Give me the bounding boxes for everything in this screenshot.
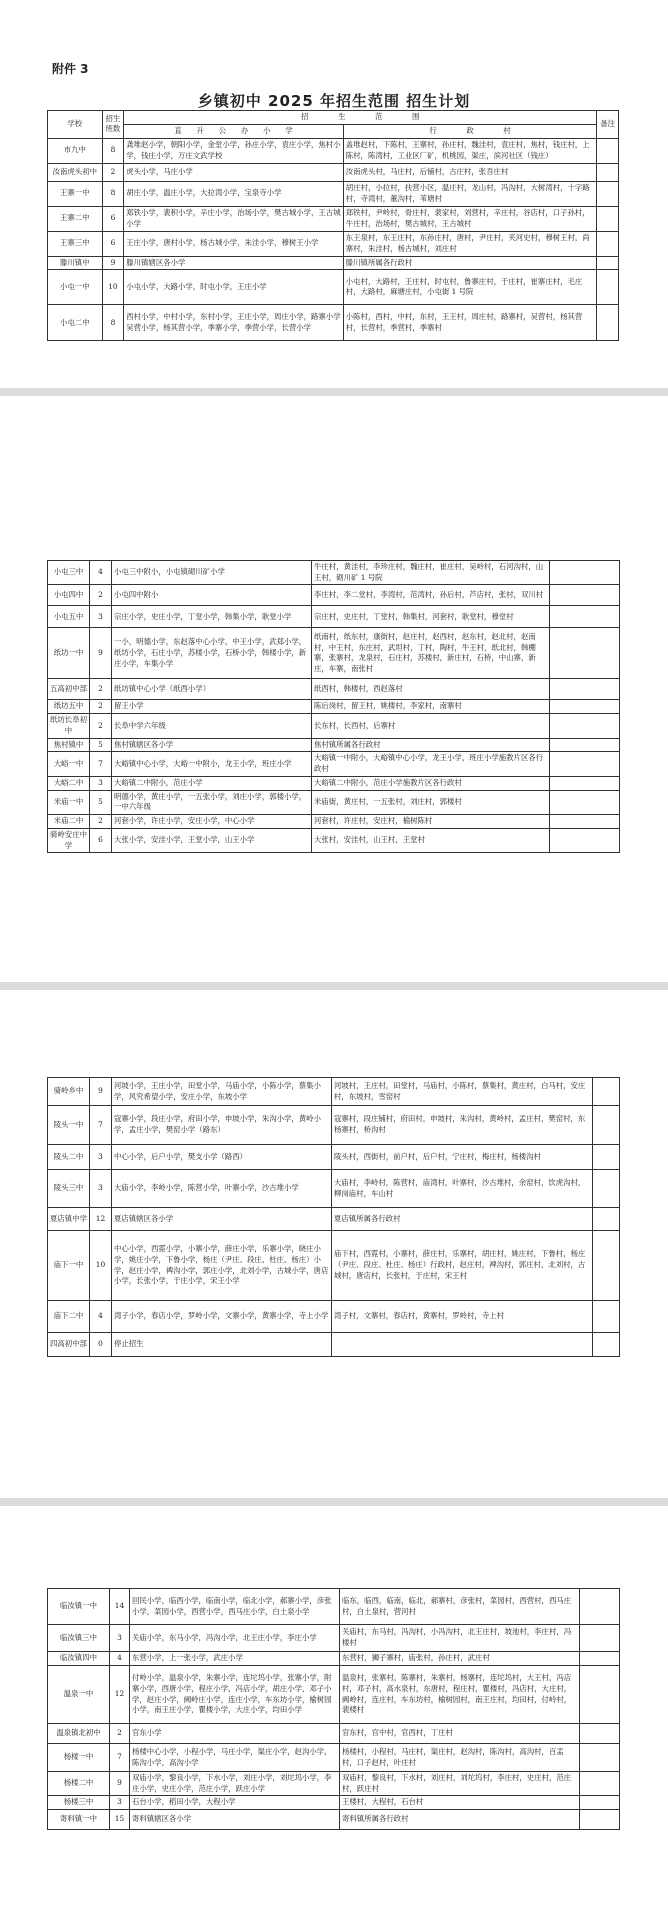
primary-schools-cell: 寇寨小学，段庄小学，府田小学，申坡小学，朱沟小学，黄岭小学，孟庄小学，樊窑小学（路东） xyxy=(112,1106,332,1145)
villages-cell: 小陈村，西村，中村，东村，王王村，周庄村，路寨村，吴营村，杨其营村，长营村，季营村，季寨村 xyxy=(343,305,597,341)
table-row xyxy=(48,1106,620,1145)
primary-schools-cell: 龚堆赵小学，朝阳小学，金堂小学，孙庄小学，袁庄小学，焦村小学，钱庄小学，万庄文武学校 xyxy=(124,138,344,163)
villages-cell: 临东，临西，临南，临北，郝寨村，彦张村，菜园村，西营村，西马庄村，白土泉村，营河村 xyxy=(340,1589,580,1625)
class-count-cell: 7 xyxy=(110,1744,130,1772)
class-count-cell: 3 xyxy=(110,1625,130,1652)
table-row xyxy=(48,1333,620,1357)
school-cell: 米庙二中 xyxy=(48,815,90,829)
remark-cell xyxy=(580,1724,620,1744)
table-row xyxy=(48,231,619,256)
primary-schools-cell: 郑铁小学，裴积小学，辛庄小学，治场小学，樊古城小学，王古城小学 xyxy=(124,206,344,231)
primary-schools-cell: 焦村镇辖区各小学 xyxy=(112,738,312,752)
primary-schools-cell: 湾子小学，春店小学，罗岭小学，文寨小学，黄寨小学，寺上小学 xyxy=(112,1301,332,1333)
remark-cell xyxy=(593,1333,620,1357)
class-count-cell: 9 xyxy=(90,628,112,679)
table-row xyxy=(48,790,620,814)
class-count-cell: 2 xyxy=(90,700,112,714)
school-cell: 温泉镇北初中 xyxy=(48,1724,110,1744)
admission-table-part-1 xyxy=(47,110,619,341)
class-count-cell: 15 xyxy=(110,1810,130,1830)
school-cell: 王寨三中 xyxy=(48,231,103,256)
primary-schools-cell: 夏店镇辖区各小学 xyxy=(112,1208,332,1231)
class-count-cell: 2 xyxy=(102,163,124,181)
villages-cell: 夏店镇所属各行政村 xyxy=(332,1208,593,1231)
villages-cell: 焦村镇所属各行政村 xyxy=(312,738,550,752)
school-cell: 市九中 xyxy=(48,138,103,163)
primary-schools-cell: 纸坊镇中心小学（纸西小学） xyxy=(112,679,312,700)
primary-schools-cell: 大峪镇中心小学，大峪一中附小，龙王小学，班庄小学 xyxy=(112,752,312,776)
villages-cell: 河套村，许庄村，安庄村，榆树陈村 xyxy=(312,815,550,829)
primary-schools-cell: 石台小学，稻田小学，大程小学 xyxy=(130,1796,340,1810)
school-cell: 陵头一中 xyxy=(48,1106,90,1145)
villages-cell: 汝南虎头村，马庄村，后铺村，古庄村，张吾庄村 xyxy=(343,163,597,181)
table-row xyxy=(48,1724,620,1744)
class-count-cell: 9 xyxy=(110,1772,130,1796)
primary-schools-cell: 胡庄小学，温庄小学，大拉湾小学，宝泉寺小学 xyxy=(124,181,344,206)
primary-schools-cell: 长阜中学六年级 xyxy=(112,714,312,738)
school-cell: 大峪一中 xyxy=(48,752,90,776)
page-separator xyxy=(0,1498,668,1506)
primary-schools-cell: 一小，明德小学，东赵落中心小学，中王小学，武郑小学，纸坊小学，石庄小学，苏楼小学，石桥小学，韩楼小学，新庄小学，车集小学 xyxy=(112,628,312,679)
remark-cell xyxy=(593,1301,620,1333)
class-count-cell: 6 xyxy=(102,231,124,256)
table-row xyxy=(48,1625,620,1652)
remark-cell xyxy=(550,700,620,714)
table-row xyxy=(48,270,619,305)
primary-schools-cell: 河坡小学，王庄小学，田堂小学，马庙小学，小陈小学，蔡集小学，风究希望小学，安庄小学，东坡小学 xyxy=(112,1078,332,1106)
primary-schools-cell: 中心小学，后户小学，樊支小学（路西） xyxy=(112,1145,332,1170)
school-cell: 王寨一中 xyxy=(48,181,103,206)
table-row xyxy=(48,585,620,606)
remark-cell xyxy=(580,1652,620,1666)
school-cell: 汝南虎头初中 xyxy=(48,163,103,181)
villages-cell: 李庄村，李二堂村，李湾村，范湾村，孙后村，芦店村，张村，双川村 xyxy=(312,585,550,606)
remark-cell xyxy=(597,138,619,163)
primary-schools-cell: 虎头小学，马庄小学 xyxy=(124,163,344,181)
class-count-cell: 6 xyxy=(90,828,112,852)
remark-cell xyxy=(550,606,620,628)
villages-cell: 小屯村，大路村，王庄村，时屯村，鲁寨庄村，于庄村，崔寨庄村，毛庄村，大路村，麻塘庄村，小屯街 1 号院 xyxy=(343,270,597,305)
remark-cell xyxy=(593,1145,620,1170)
remark-cell xyxy=(593,1208,620,1231)
school-cell: 小屯二中 xyxy=(48,305,103,341)
primary-schools-cell: 大庙小学，李岭小学，陈营小学，叶寨小学，沙古堆小学 xyxy=(112,1170,332,1208)
remark-cell xyxy=(550,738,620,752)
primary-schools-cell: 大峪镇二中附小，范庄小学 xyxy=(112,776,312,790)
remark-cell xyxy=(597,256,619,270)
remark-cell xyxy=(550,679,620,700)
remark-cell xyxy=(580,1666,620,1724)
primary-schools-cell: 关庙小学，东马小学，冯沟小学，北王庄小学，李庄小学 xyxy=(130,1625,340,1652)
table-row xyxy=(48,1145,620,1170)
villages-cell: 杨楼村，小程村，马庄村，渠庄村，赵沟村，陈沟村，高沟村，百盂村，口子赵村，叶庄村 xyxy=(340,1744,580,1772)
primary-schools-cell: 大张小学，安洼小学，王堂小学，山王小学 xyxy=(112,828,312,852)
table-row xyxy=(48,1078,620,1106)
villages-cell: 大峪镇二中附小，范庄小学施教片区各行政村 xyxy=(312,776,550,790)
remark-cell xyxy=(580,1589,620,1625)
class-count-cell: 8 xyxy=(102,305,124,341)
admission-table-part-4 xyxy=(47,1588,620,1830)
villages-cell: 宗庄村，史庄村，丁堂村，韩集村，河套村，耿堂村，穆堂村 xyxy=(312,606,550,628)
school-cell: 小屯一中 xyxy=(48,270,103,305)
class-count-cell: 7 xyxy=(90,752,112,776)
remark-cell xyxy=(550,815,620,829)
table-row xyxy=(48,1796,620,1810)
table-row xyxy=(48,700,620,714)
primary-schools-cell: 停止招生 xyxy=(112,1333,332,1357)
table-row xyxy=(48,561,620,585)
school-cell: 小屯四中 xyxy=(48,585,90,606)
class-count-cell: 2 xyxy=(90,585,112,606)
remark-cell xyxy=(580,1625,620,1652)
table-row xyxy=(48,815,620,829)
villages-cell: 纸南村，纸东村，康街村，赵庄村，赵西村，赵东村，赵北村，赵南村，中王村，东庄村，武坦村，丁村，陶村，牛王村，纸北村，韩棚寨，张寨村，龙泉村，石庄村，苏楼村，新庄村，石桥，中山寨，新庄，车寨，南张村 xyxy=(312,628,550,679)
table-row xyxy=(48,1589,620,1625)
class-count-cell: 3 xyxy=(110,1796,130,1810)
header-remark: 备注 xyxy=(597,111,619,139)
remark-cell xyxy=(597,206,619,231)
class-count-cell: 3 xyxy=(90,776,112,790)
table-row xyxy=(48,714,620,738)
class-count-cell: 9 xyxy=(90,1078,112,1106)
school-cell: 五高初中部 xyxy=(48,679,90,700)
school-cell: 滕川镇中 xyxy=(48,256,103,270)
remark-cell xyxy=(550,585,620,606)
villages-cell: 大张村，安洼村，山王村，王堂村 xyxy=(312,828,550,852)
class-count-cell: 2 xyxy=(90,679,112,700)
class-count-cell: 9 xyxy=(102,256,124,270)
table-row xyxy=(48,1208,620,1231)
primary-schools-cell: 明德小学，黄庄小学，一五张小学，刘庄小学，郭楼小学，一中六年级 xyxy=(112,790,312,814)
school-cell: 庙下二中 xyxy=(48,1301,90,1333)
villages-cell: 东营村，狮子寨村，庙张村，孙庄村，武庄村 xyxy=(340,1652,580,1666)
school-cell: 大峪二中 xyxy=(48,776,90,790)
remark-cell xyxy=(597,305,619,341)
remark-cell xyxy=(550,714,620,738)
remark-cell xyxy=(593,1078,620,1106)
villages-cell: 牛庄村，黄洼村，李珍庄村，魏庄村，崔庄村，吴岭村，石河沟村，山王村，砌川矿 1 号院 xyxy=(312,561,550,585)
school-cell: 纸坊五中 xyxy=(48,700,90,714)
header-classes: 招生班数 xyxy=(102,111,124,139)
table-row xyxy=(48,776,620,790)
villages-cell: 大峪镇一中附小，大峪镇中心小学，龙王小学，班庄小学施教片区各行政村 xyxy=(312,752,550,776)
primary-schools-cell: 小屯三中附小，小屯镇砌川矿小学 xyxy=(112,561,312,585)
table-row xyxy=(48,206,619,231)
villages-cell: 纸西村，韩楼村，西赵落村 xyxy=(312,679,550,700)
table-row xyxy=(48,181,619,206)
class-count-cell: 4 xyxy=(90,561,112,585)
header-range: 招 生 范 围 xyxy=(124,111,597,125)
villages-cell: 长东村，长西村，后寨村 xyxy=(312,714,550,738)
villages-cell: 郑铁村，尹岭村，骨庄村，裴家村，刘营村，辛庄村，谷店村，口子孙村，牛庄村，治场村，樊古城村，王古城村 xyxy=(343,206,597,231)
remark-cell xyxy=(580,1810,620,1830)
school-cell: 焦村镇中 xyxy=(48,738,90,752)
remark-cell xyxy=(580,1772,620,1796)
villages-cell: 陵头村，西街村，前户村，后户村，宁庄村，梅庄村，杨楼沟村 xyxy=(332,1145,593,1170)
school-cell: 杨楼二中 xyxy=(48,1772,110,1796)
school-cell: 小屯三中 xyxy=(48,561,90,585)
primary-schools-cell: 中心小学，西霓小学，小寨小学，薛庄小学，乐寨小学，晓庄小学，姚庄小学，下鲁小学，杨庄（尹庄、段庄、杜庄、杨庄）小学，赵庄小学，裨沟小学，郭庄小学，北刘小学，古城小学，唐店小学，长张小学，于庄小学，宋王小学 xyxy=(112,1231,332,1301)
annex-label: 附件 3 xyxy=(52,62,89,76)
school-cell: 杨楼一中 xyxy=(48,1744,110,1772)
villages-cell: 温泉村，张寨村，陈寨村，朱寨村，杨寨村，连坨坞村，大王村，冯店村，邓子村，高水泉村，东唐村，程庄村，瞿楼村，冯店村，大庄村，阙岭村，连庄村，车东坊村，榆树园村，南王庄村，均田村，付岭村，裴楼村 xyxy=(340,1666,580,1724)
remark-cell xyxy=(597,181,619,206)
class-count-cell: 12 xyxy=(110,1666,130,1724)
school-cell: 陵头二中 xyxy=(48,1145,90,1170)
class-count-cell: 6 xyxy=(102,206,124,231)
villages-cell: 滕川镇所属各行政村 xyxy=(343,256,597,270)
villages-cell: 关庙村，东马村，冯沟村，小冯沟村，北王庄村，坡池村，李庄村，冯楼村 xyxy=(340,1625,580,1652)
table-row xyxy=(48,163,619,181)
primary-schools-cell: 官东小学 xyxy=(130,1724,340,1744)
school-cell: 庙下一中 xyxy=(48,1231,90,1301)
primary-schools-cell: 东营小学，上一张小学，武庄小学 xyxy=(130,1652,340,1666)
table-row xyxy=(48,679,620,700)
school-cell: 纸坊长阜初中 xyxy=(48,714,90,738)
table-row xyxy=(48,1170,620,1208)
primary-schools-cell: 双庙小学，黎良小学，下水小学，刘庄小学，刘坨坞小学，李庄小学，史庄小学，范庄小学，跃庄小学 xyxy=(130,1772,340,1796)
villages-cell xyxy=(332,1333,593,1357)
page-separator xyxy=(0,388,668,396)
school-cell: 临汝镇四中 xyxy=(48,1652,110,1666)
table-row xyxy=(48,628,620,679)
villages-cell: 湾子村，文寨村，春店村，黄寨村，罗岭村，寺上村 xyxy=(332,1301,593,1333)
table-row xyxy=(48,1231,620,1301)
school-cell: 杨楼三中 xyxy=(48,1796,110,1810)
class-count-cell: 12 xyxy=(90,1208,112,1231)
school-cell: 纸坊一中 xyxy=(48,628,90,679)
class-count-cell: 3 xyxy=(90,1170,112,1208)
school-cell: 米庙一中 xyxy=(48,790,90,814)
remark-cell xyxy=(593,1106,620,1145)
primary-schools-cell: 回民小学，临西小学，临南小学，临北小学，郝寨小学，彦张小学，菜园小学，西营小学，西马庄小学，白土泉小学 xyxy=(130,1589,340,1625)
table-row xyxy=(48,1666,620,1724)
admission-table-part-3 xyxy=(47,1077,620,1357)
class-count-cell: 0 xyxy=(90,1333,112,1357)
villages-cell: 大庙村，李岭村，陈营村，庙湾村，叶寨村，沙古堆村，余窑村，饮虎沟村，柳岗庙村，车山村 xyxy=(332,1170,593,1208)
school-cell: 王寨二中 xyxy=(48,206,103,231)
remark-cell xyxy=(597,270,619,305)
table-row xyxy=(48,606,620,628)
villages-cell: 官东村，官中村，官西村，丁庄村 xyxy=(340,1724,580,1744)
table-row xyxy=(48,738,620,752)
class-count-cell: 2 xyxy=(90,815,112,829)
primary-schools-cell: 西村小学，中村小学，东村小学，王庄小学，周庄小学，路寨小学吴营小学，杨其营小学，季寨小学，季营小学，长营小学 xyxy=(124,305,344,341)
table-row xyxy=(48,1301,620,1333)
class-count-cell: 2 xyxy=(110,1724,130,1744)
villages-cell: 米庙街，黄庄村，一五张村，刘庄村，郭楼村 xyxy=(312,790,550,814)
page-title: 乡镇初中 2025 年招生范围 招生计划 xyxy=(197,92,471,110)
primary-schools-cell: 小屯小学，大路小学，时屯小学，王庄小学 xyxy=(124,270,344,305)
school-cell: 临汝镇一中 xyxy=(48,1589,110,1625)
header-school: 学校 xyxy=(48,111,103,139)
class-count-cell: 4 xyxy=(90,1301,112,1333)
villages-cell: 东王泉村，东王庄村，东孙庄村，唐村，尹庄村，夹河史村，穆树王村，尚寨村，朱洼村，杨古城村，刘庄村 xyxy=(343,231,597,256)
school-cell: 骑岭乡中 xyxy=(48,1078,90,1106)
remark-cell xyxy=(580,1796,620,1810)
remark-cell xyxy=(550,561,620,585)
school-cell: 临汝镇三中 xyxy=(48,1625,110,1652)
remark-cell xyxy=(597,163,619,181)
class-count-cell: 7 xyxy=(90,1106,112,1145)
class-count-cell: 10 xyxy=(102,270,124,305)
class-count-cell: 14 xyxy=(110,1589,130,1625)
remark-cell xyxy=(593,1231,620,1301)
school-cell: 夏店镇中学 xyxy=(48,1208,90,1231)
class-count-cell: 2 xyxy=(90,714,112,738)
villages-cell: 胡庄村，小拉村，扶营小区，温庄村，龙山村，冯沟村，大树湾村，十字路村，寺湾村，董沟村，苇塘村 xyxy=(343,181,597,206)
villages-cell: 河坡村，王庄村，田堂村，马庙村，小陈村，蔡集村，黄庄村，白马村，安庄村，东坡村，雪窑村 xyxy=(332,1078,593,1106)
villages-cell: 寄料镇所属各行政村 xyxy=(340,1810,580,1830)
remark-cell xyxy=(550,790,620,814)
remark-cell xyxy=(550,752,620,776)
admission-table-part-2 xyxy=(47,560,620,853)
table-row xyxy=(48,828,620,852)
class-count-cell: 3 xyxy=(90,1145,112,1170)
table-row xyxy=(48,752,620,776)
primary-schools-cell: 河套小学，许庄小学，安庄小学，中心小学 xyxy=(112,815,312,829)
table-row xyxy=(48,138,619,163)
class-count-cell: 8 xyxy=(102,181,124,206)
remark-cell xyxy=(597,231,619,256)
remark-cell xyxy=(550,828,620,852)
school-cell: 温泉一中 xyxy=(48,1666,110,1724)
remark-cell xyxy=(550,628,620,679)
class-count-cell: 3 xyxy=(90,606,112,628)
class-count-cell: 5 xyxy=(90,738,112,752)
primary-schools-cell: 宗庄小学，史庄小学，丁堂小学，韩集小学，耿堂小学 xyxy=(112,606,312,628)
class-count-cell: 8 xyxy=(102,138,124,163)
primary-schools-cell: 滕川镇辖区各小学 xyxy=(124,256,344,270)
primary-schools-cell: 留王小学 xyxy=(112,700,312,714)
villages-cell: 寇寨村，段庄铺村，府田村，申坡村，朱沟村，黄岭村，孟庄村，樊窑村，东杨寨村，桥沟村 xyxy=(332,1106,593,1145)
primary-schools-cell: 小屯四中附小 xyxy=(112,585,312,606)
villages-cell: 王楼村，大程村，石台村 xyxy=(340,1796,580,1810)
header-admin-village: 行 政 村 xyxy=(343,125,597,139)
school-cell: 四高初中部 xyxy=(48,1333,90,1357)
table-row xyxy=(48,1744,620,1772)
header-public-primary: 直 升 公 办 小 学 xyxy=(124,125,344,139)
school-cell: 寄料镇一中 xyxy=(48,1810,110,1830)
villages-cell: 庙下村，西霓村，小寨村，薛庄村，乐寨村，胡庄村，姚庄村，下鲁村，杨庄（尹庄、段庄、杜庄、杨庄）行政村，赵庄村，裨沟村，郭庄村，北刘村，古城村，唐店村，长张村，于庄村，宋王村 xyxy=(332,1231,593,1301)
table-row xyxy=(48,305,619,341)
primary-schools-cell: 王庄小学，唐村小学，杨古城小学，朱洼小学，穆树王小学 xyxy=(124,231,344,256)
remark-cell xyxy=(593,1170,620,1208)
villages-cell: 双庙村，黎良村，下水村，刘庄村，刘坨坞村，李庄村，史庄村，范庄村，跃庄村 xyxy=(340,1772,580,1796)
school-cell: 骑岭安庄中学 xyxy=(48,828,90,852)
villages-cell: 陈后岗村，留王村，姚楼村，李家村，南寨村 xyxy=(312,700,550,714)
remark-cell xyxy=(580,1744,620,1772)
table-row xyxy=(48,1652,620,1666)
table-row xyxy=(48,1810,620,1830)
page-separator xyxy=(0,982,668,990)
table-row xyxy=(48,256,619,270)
class-count-cell: 10 xyxy=(90,1231,112,1301)
primary-schools-cell: 寄料镇辖区各小学 xyxy=(130,1810,340,1830)
primary-schools-cell: 杨楼中心小学，小程小学，马庄小学，渠庄小学，赵沟小学，陈沟小学，高沟小学 xyxy=(130,1744,340,1772)
villages-cell: 盖堆赵村，下陈村，王寨村，孙庄村，魏洼村，袁庄村，焦村，钱庄村，上陈村，陈湾村，工业区厂矿，机桃园，渠庄，滨河社区（钱庄） xyxy=(343,138,597,163)
primary-schools-cell: 付岭小学，温泉小学，朱寨小学，连坨坞小学，张寨小学，附寨小学，西唐小学，程庄小学，冯店小学，胡庄小学，邓子小学，赵庄小学，阙岭庄小学，连庄小学，车东坊小学，榆树园小学，南王庄小学，瞿楼小学，大庄小学，均田小学 xyxy=(130,1666,340,1724)
school-cell: 陵头三中 xyxy=(48,1170,90,1208)
table-row xyxy=(48,1772,620,1796)
school-cell: 小屯五中 xyxy=(48,606,90,628)
remark-cell xyxy=(550,776,620,790)
class-count-cell: 5 xyxy=(90,790,112,814)
class-count-cell: 4 xyxy=(110,1652,130,1666)
